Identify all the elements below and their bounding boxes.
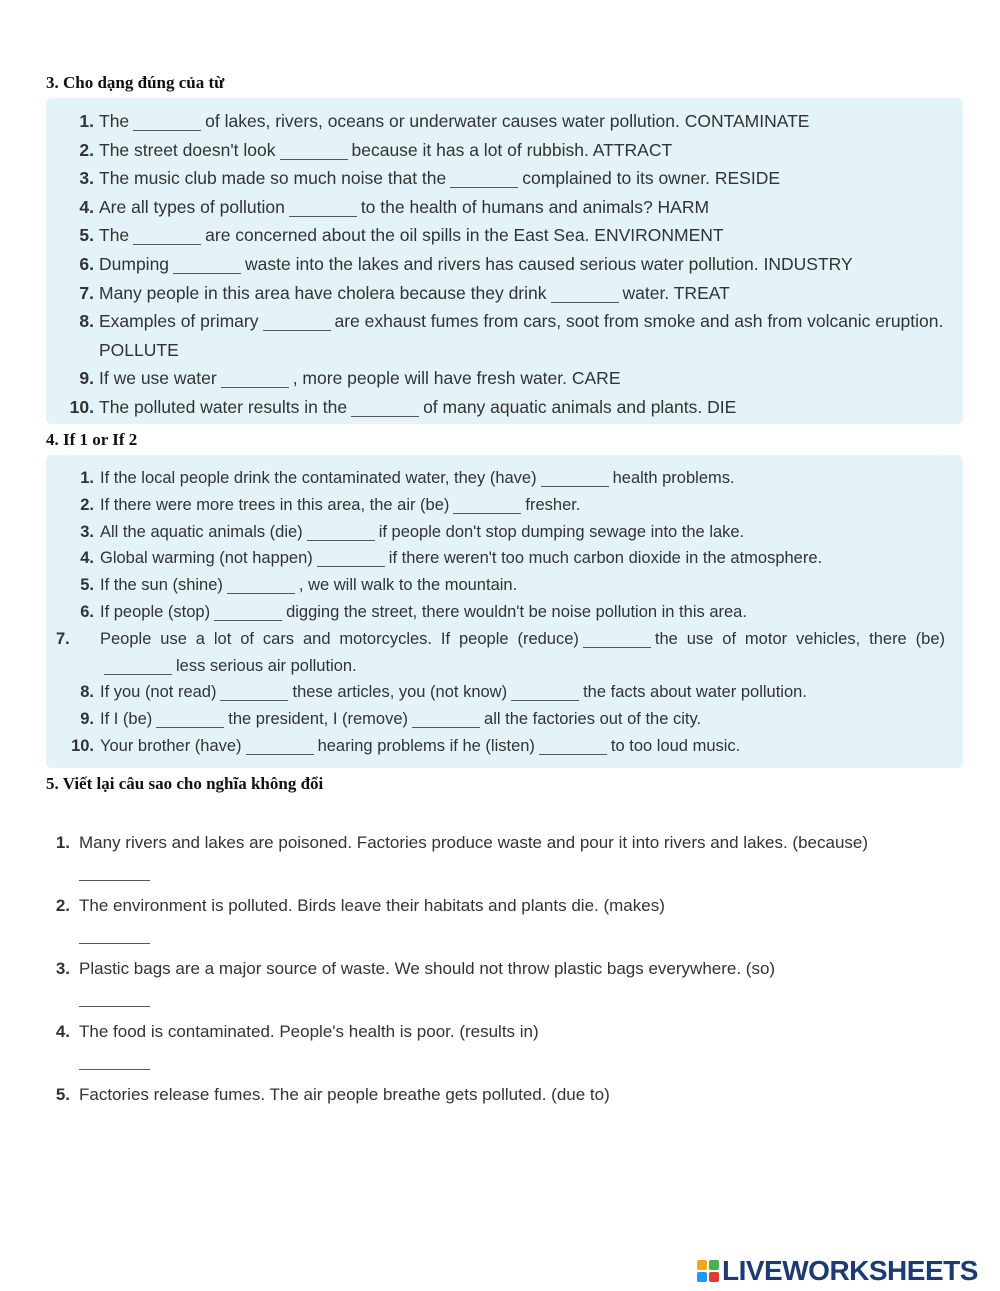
item-number: 4.	[79, 196, 94, 217]
item-number: 5.	[79, 225, 94, 246]
exercise-3-item	[46, 221, 963, 250]
item-number: 6.	[79, 253, 94, 274]
item-text: If you (not read)	[100, 683, 217, 702]
item-number: 5.	[80, 576, 94, 595]
item-text: Global warming (not happen)	[100, 549, 313, 568]
item-number: 2.	[55, 896, 70, 915]
exercise-4-item	[46, 706, 963, 733]
answer-blank[interactable]	[221, 370, 289, 389]
item-text: these articles, you (not know)	[292, 683, 508, 702]
answer-blank[interactable]	[351, 398, 419, 417]
item-text: complained to its owner. RESIDE	[522, 168, 781, 189]
exercise-3-item	[46, 364, 963, 393]
item-number: 4.	[80, 549, 94, 568]
item-number: 1.	[80, 469, 94, 487]
answer-blank[interactable]	[541, 470, 609, 488]
item-text: waste into the lakes and rivers has caused serious water pollution. INDUSTRY	[245, 253, 853, 274]
item-text: are exhaust fumes from cars, soot from smoke and ash from volcanic eruption. POLLUTE	[99, 311, 944, 360]
item-text: The street doesn't look	[99, 139, 276, 160]
exercise-4-item	[46, 679, 963, 706]
item-number: 3.	[55, 959, 70, 978]
answer-blank[interactable]	[173, 255, 241, 274]
exercise-3-item	[46, 393, 963, 422]
item-number: 4.	[55, 1022, 70, 1041]
item-text: , more people will have fresh water. CARE	[292, 368, 621, 389]
answer-blank[interactable]	[511, 684, 579, 702]
item-text: The food is contaminated. People's health is poor. (results in)	[79, 1022, 539, 1041]
item-text: are concerned about the oil spills in the East Sea. ENVIRONMENT	[205, 225, 724, 246]
exercise-4-item	[46, 545, 963, 572]
item-text: The music club made so much noise that the	[99, 168, 447, 189]
item-text: Your brother (have)	[100, 736, 242, 755]
exercise-3-item	[46, 279, 963, 308]
item-number: 1.	[55, 833, 70, 852]
item-text: to too loud music.	[610, 736, 741, 755]
item-number: 8.	[80, 683, 94, 702]
answer-blank[interactable]	[551, 284, 619, 303]
answer-blank[interactable]	[539, 737, 607, 755]
answer-blank[interactable]	[280, 141, 348, 160]
answer-blank[interactable]	[307, 523, 375, 541]
item-number: 3.	[79, 168, 94, 189]
item-number: 7.	[79, 282, 94, 303]
item-text: to the health of humans and animals? HARM	[360, 196, 710, 217]
item-number: 10.	[69, 396, 94, 417]
exercise-4-item	[46, 599, 963, 626]
item-text: fresher.	[525, 495, 581, 514]
exercise-3-item	[46, 136, 963, 165]
rewrite-item	[46, 889, 946, 952]
answer-blank[interactable]	[583, 630, 651, 648]
item-text: of many aquatic animals and plants. DIE	[423, 396, 737, 417]
item-text: Plastic bags are a major source of waste. We should not throw plastic bags everywhere. (so)	[79, 959, 776, 978]
item-text: the president, I (remove)	[228, 710, 409, 729]
item-number: 9.	[79, 368, 94, 389]
item-text: Many rivers and lakes are poisoned. Factories produce waste and pour it into rivers and lakes. (because)	[79, 833, 869, 852]
item-number: 9.	[80, 710, 94, 729]
exercise-4-item	[46, 519, 963, 546]
rewrite-item	[46, 1015, 946, 1078]
section-5-heading: 5. Viết lại câu sao cho nghĩa không đổi	[46, 774, 324, 793]
item-text: all the factories out of the city.	[484, 710, 702, 729]
item-text: the facts about water pollution.	[583, 683, 807, 702]
item-number: 8.	[79, 311, 94, 332]
answer-blank[interactable]	[214, 603, 282, 621]
item-number: 2.	[80, 495, 94, 514]
exercise-3-item	[46, 250, 963, 279]
section-3-list	[46, 98, 963, 422]
section-4-panel	[46, 455, 963, 768]
answer-blank[interactable]	[317, 550, 385, 568]
item-text: digging the street, there wouldn't be noise pollution in this area.	[286, 602, 747, 621]
answer-blank[interactable]	[227, 577, 295, 595]
section-3-heading: 3. Cho dạng đúng của từ	[46, 73, 225, 92]
answer-line[interactable]	[79, 880, 150, 881]
item-text: If people (stop)	[100, 602, 211, 621]
exercise-4-item	[46, 626, 963, 680]
item-number: 1.	[79, 111, 94, 131]
item-text: All the aquatic animals (die)	[100, 522, 303, 541]
rewrite-item	[46, 952, 946, 1015]
answer-blank[interactable]	[220, 684, 288, 702]
item-text: Factories release fumes. The air people breathe gets polluted. (due to)	[79, 1085, 610, 1104]
item-text: hearing problems if he (listen)	[317, 736, 535, 755]
logo-square-3	[697, 1272, 707, 1282]
item-text: If I (be)	[100, 710, 153, 729]
logo-square-1	[697, 1260, 707, 1270]
item-text: , we will walk to the mountain.	[298, 576, 518, 595]
item-text: health problems.	[612, 469, 735, 487]
section-4-heading: 4. If 1 or If 2	[46, 430, 138, 449]
item-number: 5.	[55, 1085, 70, 1104]
item-text: The	[99, 225, 130, 246]
item-text: Are all types of pollution	[99, 196, 285, 217]
rewrite-item	[46, 1078, 946, 1141]
answer-line[interactable]	[79, 1006, 150, 1007]
item-text: If we use water	[99, 368, 217, 389]
liveworksheets-logo	[697, 1253, 978, 1289]
item-number: 2.	[79, 139, 94, 160]
section-3-panel	[46, 98, 963, 424]
answer-line[interactable]	[79, 1069, 150, 1070]
logo-mark-icon	[697, 1260, 719, 1282]
item-text: Examples of primary	[99, 311, 259, 332]
answer-blank[interactable]	[453, 496, 521, 514]
answer-blank[interactable]	[133, 227, 201, 246]
answer-blank[interactable]	[263, 313, 331, 332]
item-number: 10.	[71, 736, 94, 755]
item-number: 3.	[80, 522, 94, 541]
exercise-3-item	[46, 193, 963, 222]
exercise-4-item	[46, 733, 963, 760]
exercise-3-item	[46, 107, 963, 136]
item-number: 6.	[80, 602, 94, 621]
exercise-3-item	[46, 164, 963, 193]
answer-blank[interactable]	[133, 113, 201, 132]
answer-blank[interactable]	[412, 711, 480, 729]
item-text: If the sun (shine)	[100, 576, 223, 595]
section-4-list	[46, 455, 963, 760]
answer-blank[interactable]	[156, 711, 224, 729]
answer-blank[interactable]	[450, 170, 518, 189]
answer-line[interactable]	[79, 943, 150, 944]
item-text: if people don't stop dumping sewage into the lake.	[378, 522, 745, 541]
item-text: because it has a lot of rubbish. ATTRACT	[351, 139, 673, 160]
item-text: less serious air pollution.	[176, 656, 357, 675]
rewrite-item	[46, 826, 946, 889]
item-text: The environment is polluted. Birds leave their habitats and plants die. (makes)	[79, 896, 665, 915]
exercise-4-item	[46, 572, 963, 599]
logo-square-4	[709, 1272, 719, 1282]
item-text: The	[99, 111, 130, 131]
item-text: Dumping	[99, 253, 170, 274]
item-text: People use a lot of cars and motorcycles. If people (reduce)	[100, 629, 579, 648]
item-text: water. TREAT	[622, 282, 730, 303]
logo-text: LIVEWORKSHEETS	[722, 1255, 978, 1286]
exercise-3-item	[46, 307, 963, 364]
item-text: The polluted water results in the	[99, 396, 348, 417]
section-5-list	[46, 826, 946, 1141]
answer-blank[interactable]	[289, 198, 357, 217]
answer-blank[interactable]	[104, 657, 172, 675]
item-text: of lakes, rivers, oceans or underwater causes water pollution. CONTAMINATE	[205, 111, 810, 131]
item-text: if there weren't too much carbon dioxide in the atmosphere.	[388, 549, 823, 568]
item-text: If there were more trees in this area, the air (be)	[100, 495, 450, 514]
item-text: Many people in this area have cholera because they drink	[99, 282, 547, 303]
answer-blank[interactable]	[246, 737, 314, 755]
exercise-4-item	[46, 492, 963, 519]
item-text: If the local people drink the contaminated water, they (have)	[100, 469, 537, 487]
logo-square-2	[709, 1260, 719, 1270]
item-text: the use of motor vehicles, there (be)	[654, 629, 945, 648]
item-number: 7.	[56, 629, 70, 648]
exercise-4-item	[46, 465, 963, 492]
